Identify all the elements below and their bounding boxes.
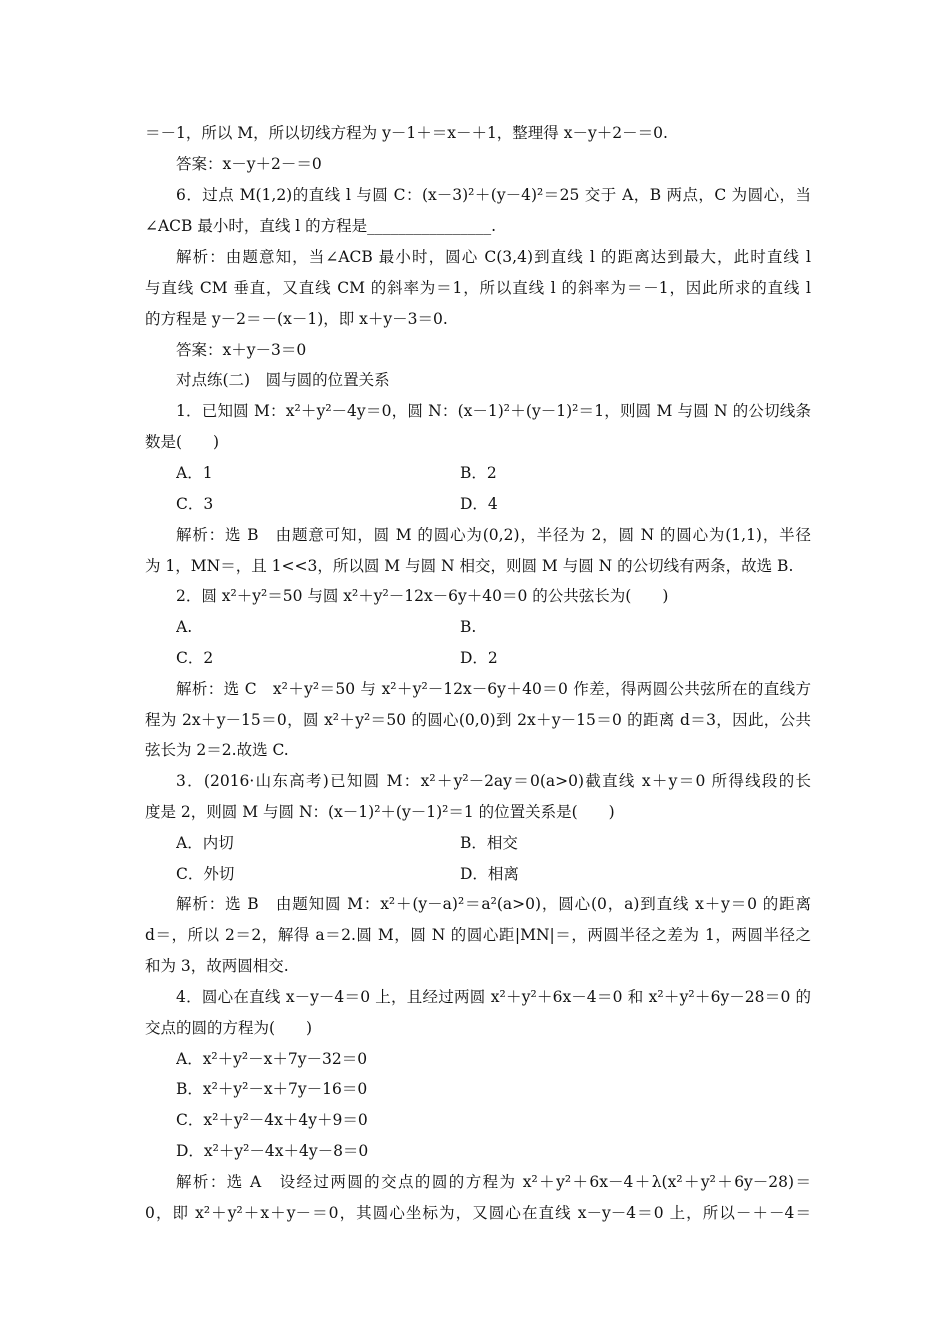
text-line: 度是 2，则圆 M 与圆 N：(x－1)²＋(y－1)²＝1 的位置关系是( ) [145, 803, 615, 821]
option-d: D．2 [460, 649, 498, 667]
text-line: 0，即 x²＋y²＋x＋y－＝0，其圆心坐标为，又圆心在直线 x－y－4＝0 上，所以－＋－4＝ [145, 1204, 811, 1222]
text-line: 和为 3，故两圆相交. [145, 957, 289, 975]
option-a: A．1 [176, 464, 213, 482]
option-b: B．x²＋y²－x＋7y－16＝0 [176, 1080, 368, 1098]
question-2: 2．圆 x²＋y²＝50 与圆 x²＋y²－12x－6y＋40＝0 的公共弦长为( ) [176, 587, 669, 605]
solution-line: 解析：由题意知，当∠ACB 最小时，圆心 C(3,4)到直线 l 的距离达到最大，此时直线 l [176, 248, 811, 266]
text-line: ∠ACB 最小时，直线 l 的方程是________________. [145, 217, 497, 235]
section-heading: 对点练(二) 圆与圆的位置关系 [176, 371, 390, 389]
option-d: D．4 [460, 495, 498, 513]
solution-line: 解析：选 B 由题知圆 M：x²＋(y－a)²＝a²(a>0)，圆心(0，a)到直线 x＋y＝0 的距离 [176, 895, 811, 913]
option-b: B．相交 [460, 834, 518, 852]
text-line: 与直线 CM 垂直，又直线 CM 的斜率为＝1，所以直线 l 的斜率为＝－1，因此所求的直线 l [145, 279, 811, 297]
text-line: d＝，所以 2＝2，解得 a＝2.圆 M，圆 N 的圆心距|MN|＝，两圆半径之差为 1，两圆半径之 [145, 926, 811, 944]
option-b: B．2 [460, 464, 497, 482]
text-line: 弦长为 2＝2.故选 C. [145, 741, 289, 759]
option-a: A．内切 [176, 834, 234, 852]
option-c: C．外切 [176, 865, 235, 883]
text-line: ＝－1，所以 M，所以切线方程为 y－1＋＝x－＋1，整理得 x－y＋2－＝0. [145, 124, 668, 142]
question-6: 6．过点 M(1,2)的直线 l 与圆 C：(x－3)²＋(y－4)²＝25 交于 A，B 两点，C 为圆心，当 [176, 186, 811, 204]
option-c: C．3 [176, 495, 214, 513]
option-c: C．2 [176, 649, 214, 667]
solution-line: 解析：选 A 设经过两圆的交点的圆的方程为 x²＋y²＋6x－4＋λ(x²＋y²＋6y－28)＝ [176, 1173, 811, 1191]
text-line: 为 1，MN＝，且 1<<3，所以圆 M 与圆 N 相交，则圆 M 与圆 N 的公切线有两条，故选 B. [145, 557, 794, 575]
solution-line: 解析：选 B 由题意可知，圆 M 的圆心为(0,2)，半径为 2，圆 N 的圆心为(1,1)，半径 [176, 526, 811, 544]
option-d: D．x²＋y²－4x＋4y－8＝0 [176, 1142, 369, 1160]
option-a: A．x²＋y²－x＋7y－32＝0 [176, 1050, 368, 1068]
text-line: 数是( ) [145, 433, 220, 451]
option-d: D．相离 [460, 865, 519, 883]
option-c: C．x²＋y²－4x＋4y＋9＝0 [176, 1111, 368, 1129]
question-4: 4．圆心在直线 x－y－4＝0 上，且经过两圆 x²＋y²＋6x－4＝0 和 x²＋y²＋6y－28＝0 的 [176, 988, 811, 1006]
question-1: 1．已知圆 M：x²＋y²－4y＝0，圆 N：(x－1)²＋(y－1)²＝1，则圆 M 与圆 N 的公切线条 [176, 402, 811, 420]
text-line: 的方程是 y－2＝－(x－1)，即 x＋y－3＝0. [145, 310, 448, 328]
text-line: 程为 2x＋y－15＝0，圆 x²＋y²＝50 的圆心(0,0)到 2x＋y－15＝0 的距离 d＝3，因此，公共 [145, 711, 811, 729]
answer-line: 答案：x＋y－3＝0 [176, 341, 307, 359]
option-a: A. [176, 618, 193, 636]
option-b: B. [460, 618, 477, 636]
question-3: 3．(2016·山东高考)已知圆 M：x²＋y²－2ay＝0(a>0)截直线 x＋y＝0 所得线段的长 [176, 772, 811, 790]
answer-line: 答案：x－y＋2－＝0 [176, 155, 322, 173]
solution-line: 解析：选 C x²＋y²＝50 与 x²＋y²－12x－6y＋40＝0 作差，得两圆公共弦所在的直线方 [176, 680, 811, 698]
text-line: 交点的圆的方程为( ) [145, 1019, 313, 1037]
